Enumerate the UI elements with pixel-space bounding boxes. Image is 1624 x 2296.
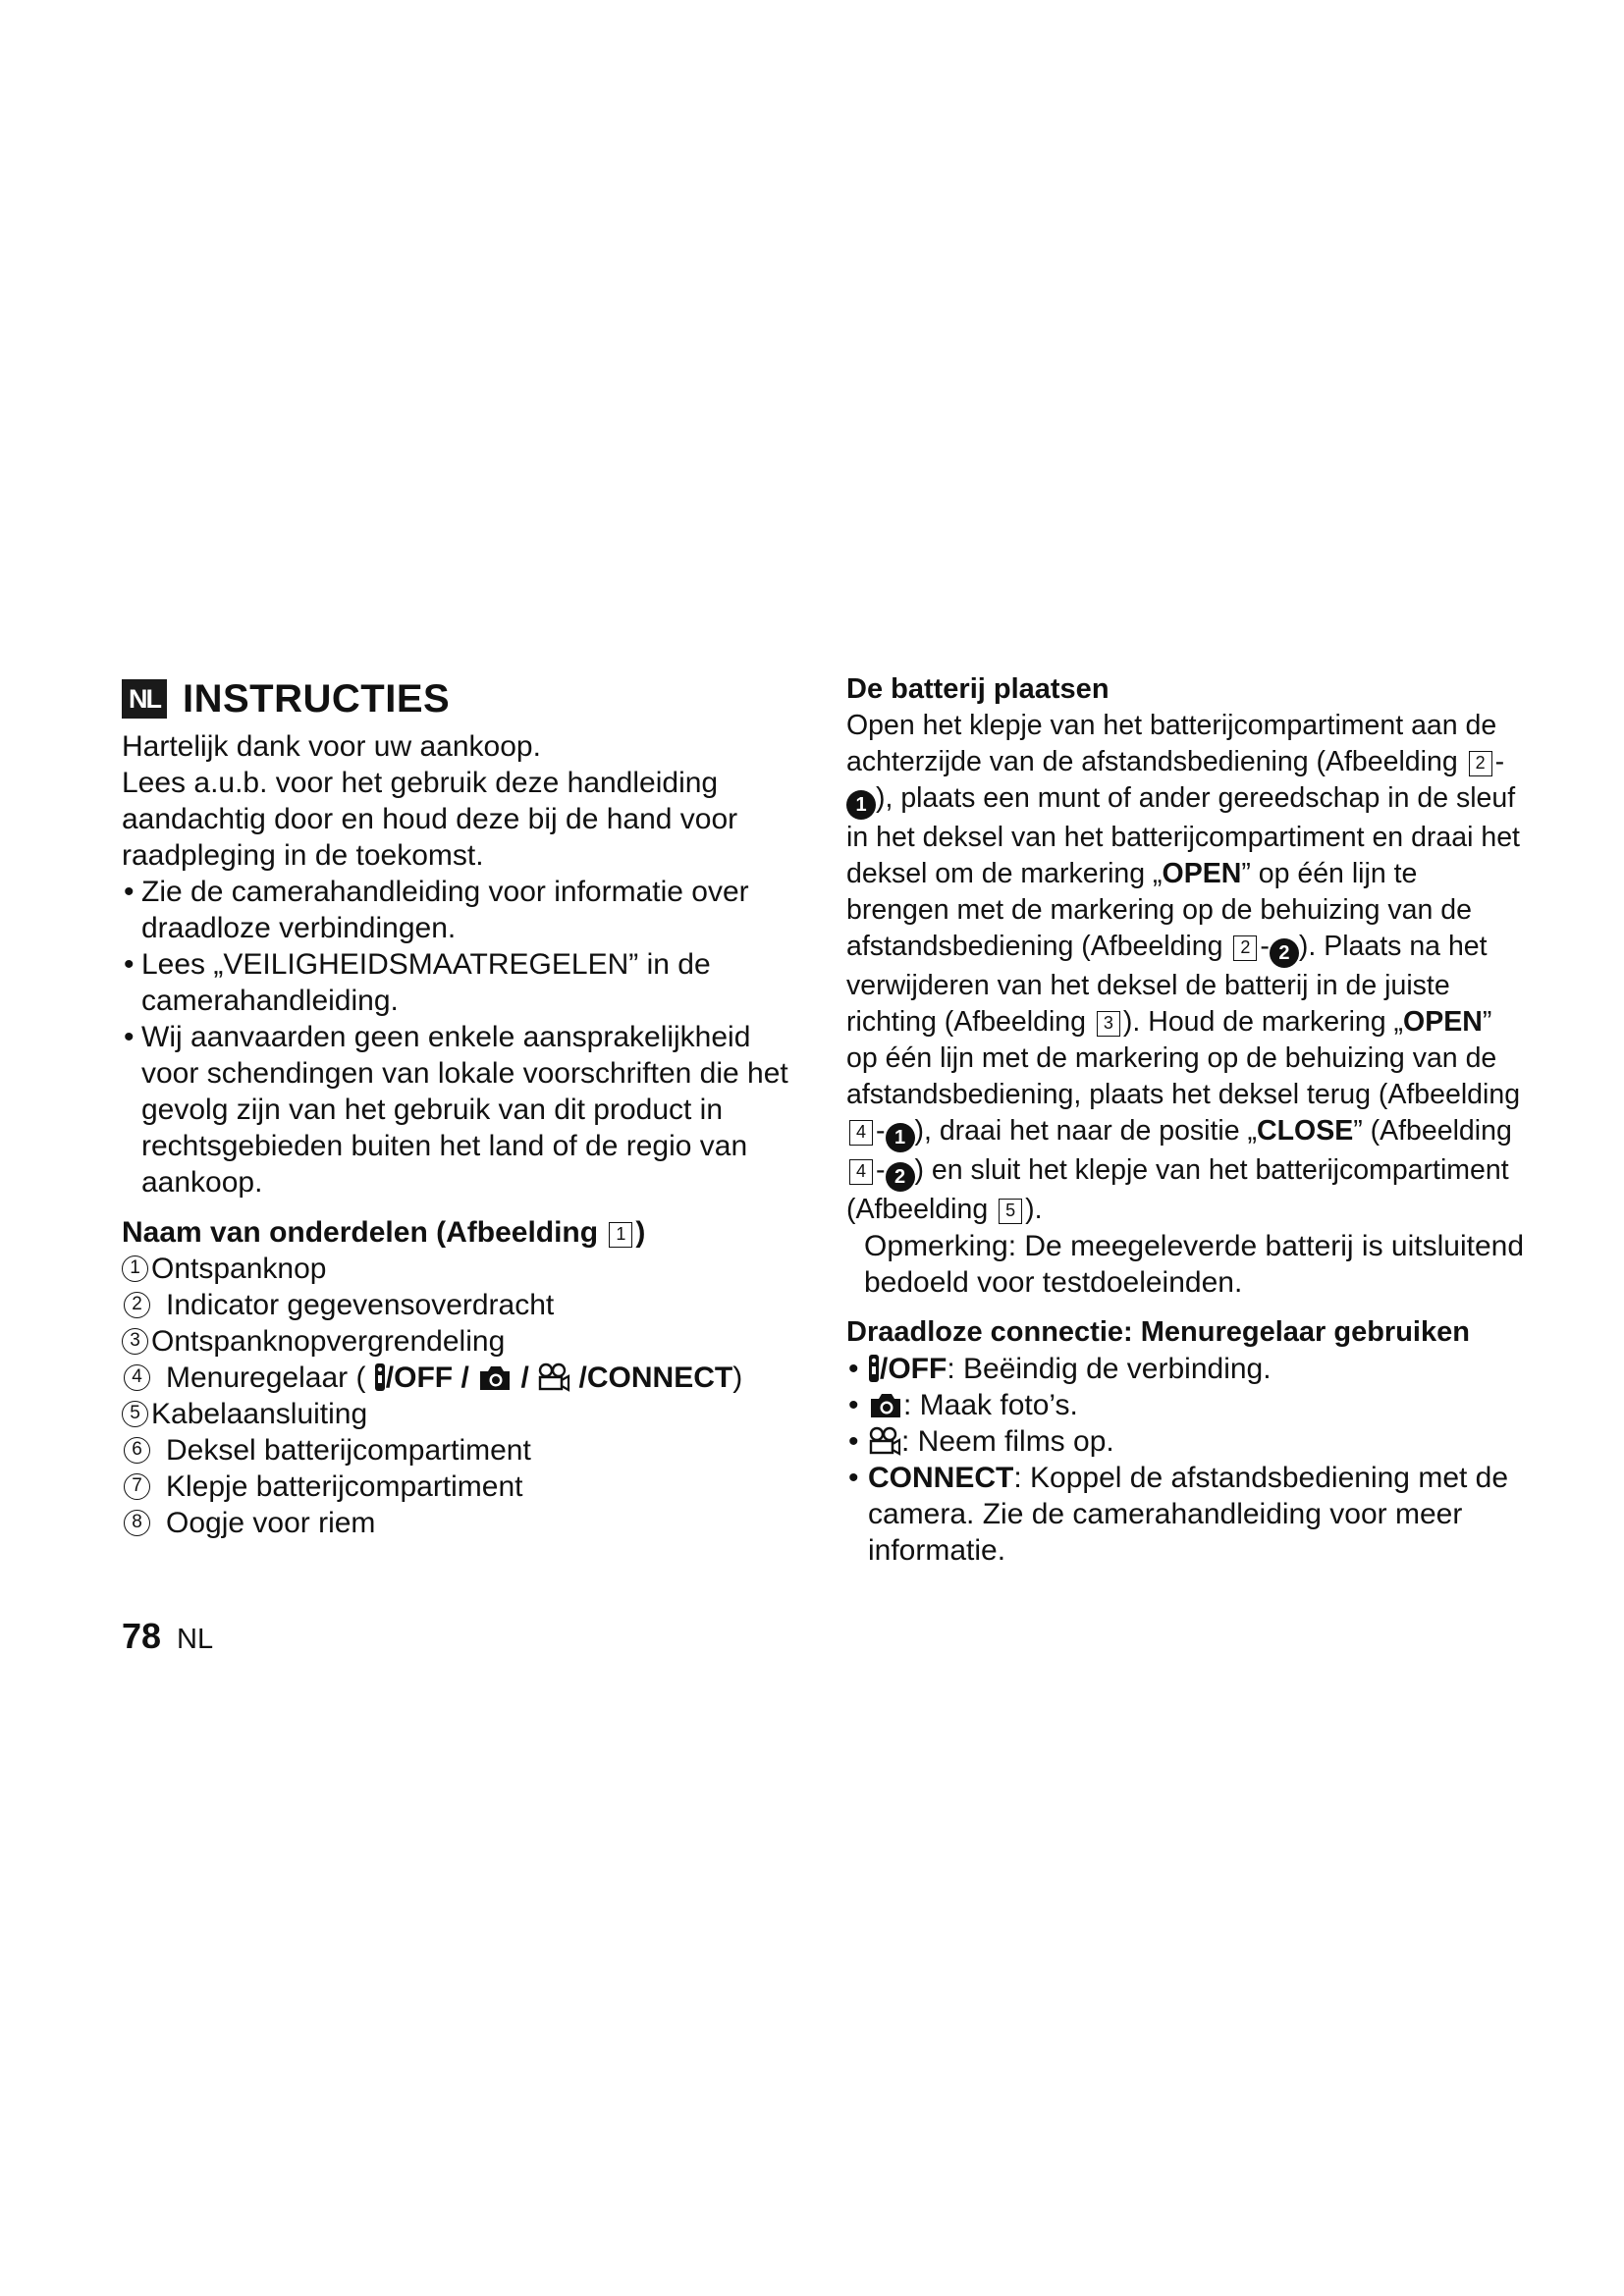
part-number: 2 [124,1292,150,1318]
right-column [846,671,1524,1569]
part-number: 8 [124,1510,150,1536]
camera-icon [477,1364,513,1392]
mode-description: : Neem films op. [901,1425,1114,1458]
mode-description: : Maak foto’s. [903,1389,1078,1421]
figure-ref-1: 1 [609,1222,632,1248]
part-item-6 [122,1432,799,1468]
intro-read-manual: Lees a.u.b. voor het gebruik deze handleiding aandachtig door en houd deze bij de hand voor raadpleging in de toekomst. [122,767,738,872]
page-language: NL [177,1624,214,1655]
part-item-5 [122,1396,799,1432]
connect-label: CONNECT [586,1362,733,1394]
parts-list [122,1251,799,1541]
dash: - [1494,746,1505,777]
parts-heading [122,1214,799,1251]
battery-text: ). Plaats na het verwijderen van het deksel de batterij in de juiste richting (Afbeelding [846,931,1488,1038]
battery-text: ), draai het naar de positie „ [914,1115,1258,1147]
part-item-8 [122,1505,799,1541]
dash: - [876,1154,886,1186]
figure-ref-4: 4 [849,1159,873,1185]
part-label [166,1360,742,1396]
notice-item: • Lees „VEILIGHEIDSMAATREGELEN” in de camerahandleiding. [122,946,799,1019]
figure-ref-4: 4 [849,1120,873,1146]
step-2-badge: 2 [886,1162,915,1192]
part-label: Ontspanknop [151,1253,327,1285]
parts-heading-end: ) [635,1216,646,1249]
open-marking: OPEN [1403,1006,1483,1038]
dash: - [1260,931,1270,962]
part-number: 7 [124,1473,150,1500]
left-column [122,671,799,1541]
part-item-4 [122,1360,799,1396]
off-label: /OFF [385,1362,454,1394]
camera-icon [868,1392,903,1419]
step-2-badge: 2 [1270,938,1299,968]
step-1-badge: 1 [846,790,876,820]
separator: / [460,1362,469,1394]
mode-description: : Koppel de afstandsbediening met de camera. Zie de camerahandleiding voor meer informatie. [868,1462,1509,1567]
battery-heading: De batterij plaatsen [846,673,1110,705]
part-label: Kabelaansluiting [151,1398,368,1430]
mode-item-off [846,1351,1524,1387]
connect-label: CONNECT [868,1462,1014,1494]
notice-list [122,874,799,1201]
part-label: Oogje voor riem [166,1507,376,1539]
part-item-2 [122,1287,799,1323]
figure-ref-2: 2 [1469,751,1492,776]
wireless-heading: Draadloze connectie: Menuregelaar gebruiken [846,1316,1470,1348]
battery-text: ” op één lijn te brengen met de markering op de behuizing van de afstandsbediening (Afbeelding [846,858,1472,962]
part-item-7 [122,1468,799,1505]
section-header [122,671,799,726]
part-item-1 [122,1251,799,1287]
battery-text: ) en sluit het klepje van het batterijcompartiment (Afbeelding [846,1154,1509,1225]
figure-ref-5: 5 [999,1199,1022,1224]
movie-icon [537,1362,570,1392]
paren-close: ) [732,1362,743,1394]
part-number: 4 [124,1364,150,1391]
notice-item: • Zie de camerahandleiding voor informatie over draadloze verbindingen. [122,874,799,946]
remote-icon [374,1362,386,1392]
separator: / [578,1362,587,1394]
parts-heading-text: Naam van onderdelen (Afbeelding [122,1216,607,1249]
battery-text: Open het klepje van het batterijcompartiment aan de achterzijde van de afstandsbediening (Afbeelding [846,710,1497,777]
part-label: Deksel batterijcompartiment [166,1434,531,1467]
language-badge: NL [122,679,167,719]
figure-ref-3: 3 [1097,1011,1120,1037]
part-number: 5 [122,1401,148,1427]
figure-ref-2: 2 [1233,935,1257,961]
mode-description: : Beëindig de verbinding. [947,1353,1272,1385]
part-item-3 [122,1323,799,1360]
part-label-text: Menuregelaar ( [166,1362,366,1394]
battery-instructions [846,708,1524,1228]
wireless-mode-list [846,1351,1524,1569]
notice-item: • Wij aanvaarden geen enkele aansprakelijkheid voor schendingen van lokale voorschriften die het gevolg zijn van het gebruik van dit product in rechtsgebieden buiten het land of de regio van aankoop. [122,1019,799,1201]
close-marking: CLOSE [1257,1115,1354,1147]
part-label: Ontspanknopvergrendeling [151,1325,506,1358]
part-number: 1 [122,1255,148,1282]
page-title: INSTRUCTIES [183,676,451,721]
separator: / [520,1362,529,1394]
intro-thanks: Hartelijk dank voor uw aankoop. [122,730,541,763]
remote-icon [868,1354,880,1383]
dash: - [876,1115,886,1147]
page-footer [122,1616,213,1657]
battery-text: ” op één lijn met de markering op de behuizing van de afstandsbediening, plaats het deksel terug (Afbeelding [846,1006,1521,1110]
open-marking: OPEN [1162,858,1242,889]
battery-text: ” (Afbeelding [1353,1115,1512,1147]
off-label: /OFF [880,1353,947,1385]
mode-item-connect [846,1460,1524,1569]
part-label: Indicator gegevensoverdracht [166,1289,555,1321]
battery-text: ). [1025,1194,1043,1225]
mode-item-movie [846,1423,1524,1460]
movie-icon [868,1426,901,1456]
part-number: 6 [124,1437,150,1464]
page-number: 78 [122,1616,162,1656]
battery-text: ), plaats een munt of ander gereedschap in de sleuf in het deksel van het batterijcompartiment en draai het deksel om de markering „ [846,782,1520,889]
part-number: 3 [122,1328,148,1355]
mode-item-photo [846,1387,1524,1423]
step-1-badge: 1 [886,1123,915,1152]
battery-note: Opmerking: De meegeleverde batterij is uitsluitend bedoeld voor testdoeleinden. [864,1230,1524,1299]
part-label: Klepje batterijcompartiment [166,1470,523,1503]
battery-text: ). Houd de markering „ [1122,1006,1404,1038]
